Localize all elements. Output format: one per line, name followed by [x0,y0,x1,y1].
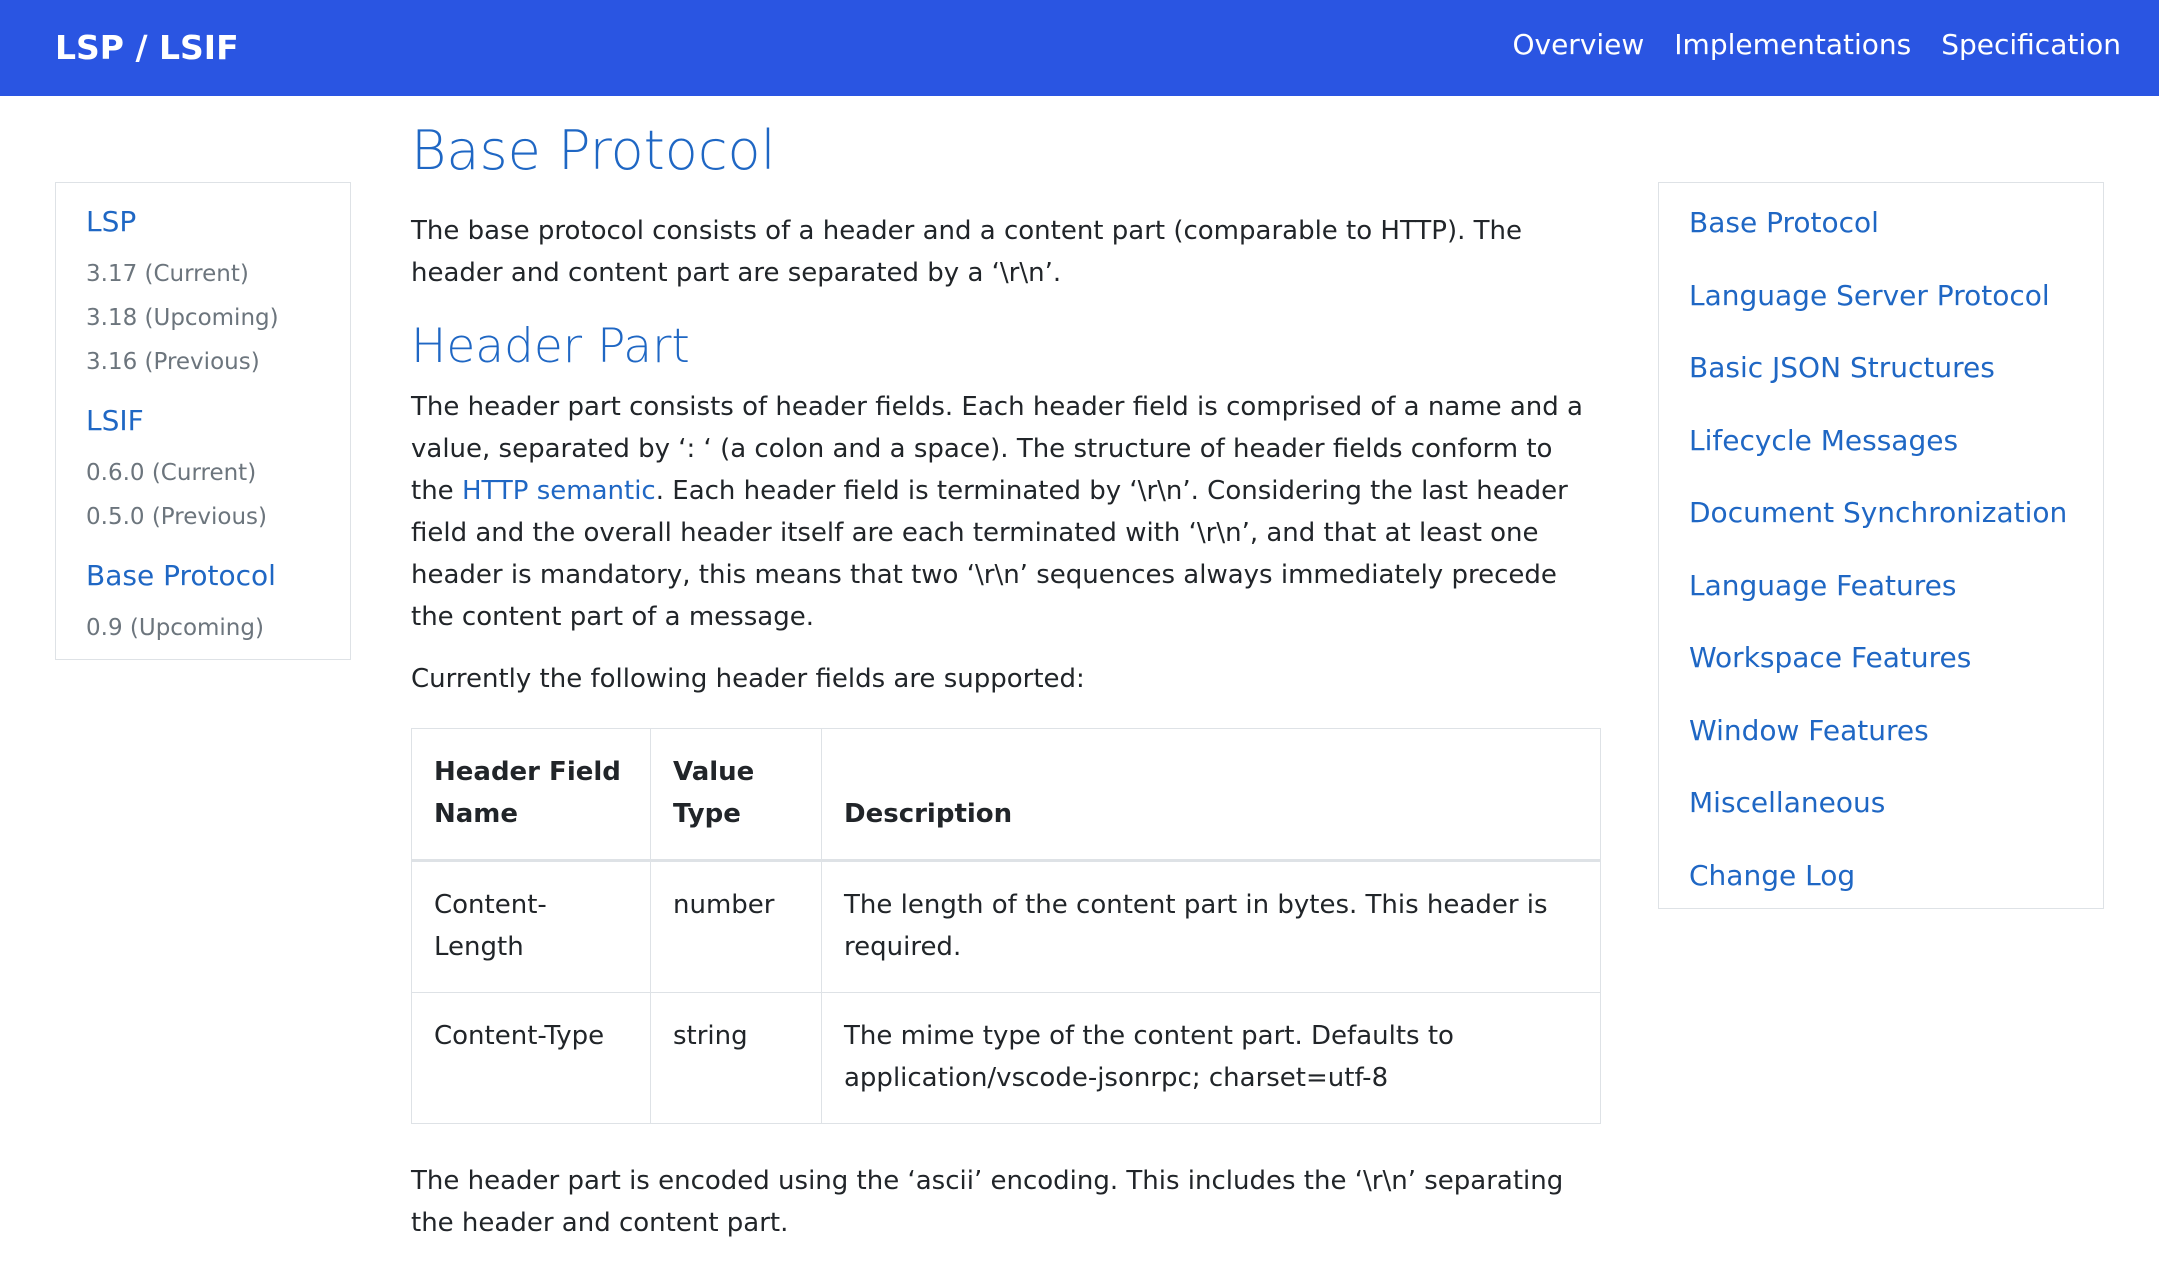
version-sidebar [55,182,351,660]
table-row [412,861,1601,993]
section-title-header-part: Header Part [411,319,690,374]
toc-item-change-log[interactable]: Change Log [1689,858,1856,892]
table-cell-value-type: number [651,861,822,993]
intro-paragraph: The base protocol consists of a header and a content part (comparable to HTTP). The header and content part are separated by a ‘\r\n’. [411,216,1522,288]
table-row [412,993,1601,1124]
sidebar-item-lsif-previous[interactable]: 0.5.0 (Previous) [86,504,267,530]
table-cell-description: The length of the content part in bytes. This header is required. [822,861,1601,993]
sidebar-group-title-lsp[interactable]: LSP [86,205,137,238]
supported-fields-paragraph: Currently the following header fields are supported: [411,664,1085,694]
table-cell-description: The mime type of the content part. Defaults to application/vscode-jsonrpc; charset=utf-8 [822,993,1601,1124]
nav-links [1512,28,2121,61]
sidebar-item-base-protocol-upcoming[interactable]: 0.9 (Upcoming) [86,615,264,641]
table-header-row [412,729,1601,861]
http-semantic-link[interactable]: HTTP semantic [461,476,656,506]
main-content [411,100,1601,1264]
column-header-field-name: Header Field Name [412,729,651,861]
sidebar-group-title-base-protocol[interactable]: Base Protocol [86,559,276,592]
header-part-paragraph [411,386,1601,638]
brand-link[interactable]: LSP / LSIF [55,28,239,67]
toc-item-language-server-protocol[interactable]: Language Server Protocol [1689,278,2050,312]
sidebar-item-lsp-current[interactable]: 3.17 (Current) [86,261,249,287]
toc-item-miscellaneous[interactable]: Miscellaneous [1689,786,1886,819]
table-cell-field-name: Content-Length [412,861,651,993]
column-header-description: Description [822,729,1601,861]
toc-item-lifecycle-messages[interactable]: Lifecycle Messages [1689,423,1959,457]
top-navbar [0,0,2159,96]
toc-item-workspace-features[interactable]: Workspace Features [1689,641,1972,674]
toc-item-base-protocol[interactable]: Base Protocol [1689,206,1879,239]
sidebar-group-lsif [86,404,320,539]
toc-item-document-synchronization[interactable]: Document Synchronization [1689,496,2068,529]
encoding-paragraph: The header part is encoded using the ‘ascii’ encoding. This includes the ‘\r\n’ separating the header and content part. [411,1166,1564,1238]
header-fields-table [411,728,1601,1124]
table-cell-field-name: Content-Type [412,993,651,1124]
spec-toc-sidebar [1658,182,2104,909]
nav-link-overview[interactable]: Overview [1512,28,1645,61]
sidebar-group-base-protocol [86,559,320,650]
page-title: Base Protocol [411,119,776,182]
toc-item-language-features[interactable]: Language Features [1689,568,1957,602]
column-header-value-type: Value Type [651,729,822,861]
sidebar-group-title-lsif[interactable]: LSIF [86,404,144,437]
header-part-text-1: The header part consists of header fields. Each header field is comprised of a name and a value, separated by ‘: ‘ (a colon and a space). The structure of header fields conform to the [411,392,1583,506]
table-cell-value-type: string [651,993,822,1124]
sidebar-group-lsp [86,205,320,384]
sidebar-item-lsp-previous[interactable]: 3.16 (Previous) [86,349,260,375]
toc-item-window-features[interactable]: Window Features [1689,713,1929,747]
sidebar-item-lsp-upcoming[interactable]: 3.18 (Upcoming) [86,305,279,331]
nav-link-implementations[interactable]: Implementations [1674,28,1912,61]
nav-link-specification[interactable]: Specification [1941,28,2121,61]
header-part-text-2: . Each header field is terminated by ‘\r\n’. Considering the last header field and the overall header itself are each terminated with ‘\r\n’, and that at least one header is mandatory, this means that two ‘\r\n’ sequences always immediately precede the content part of a message. [411,476,1568,632]
sidebar-item-lsif-current[interactable]: 0.6.0 (Current) [86,460,257,486]
toc-item-basic-json-structures[interactable]: Basic JSON Structures [1689,351,1995,384]
